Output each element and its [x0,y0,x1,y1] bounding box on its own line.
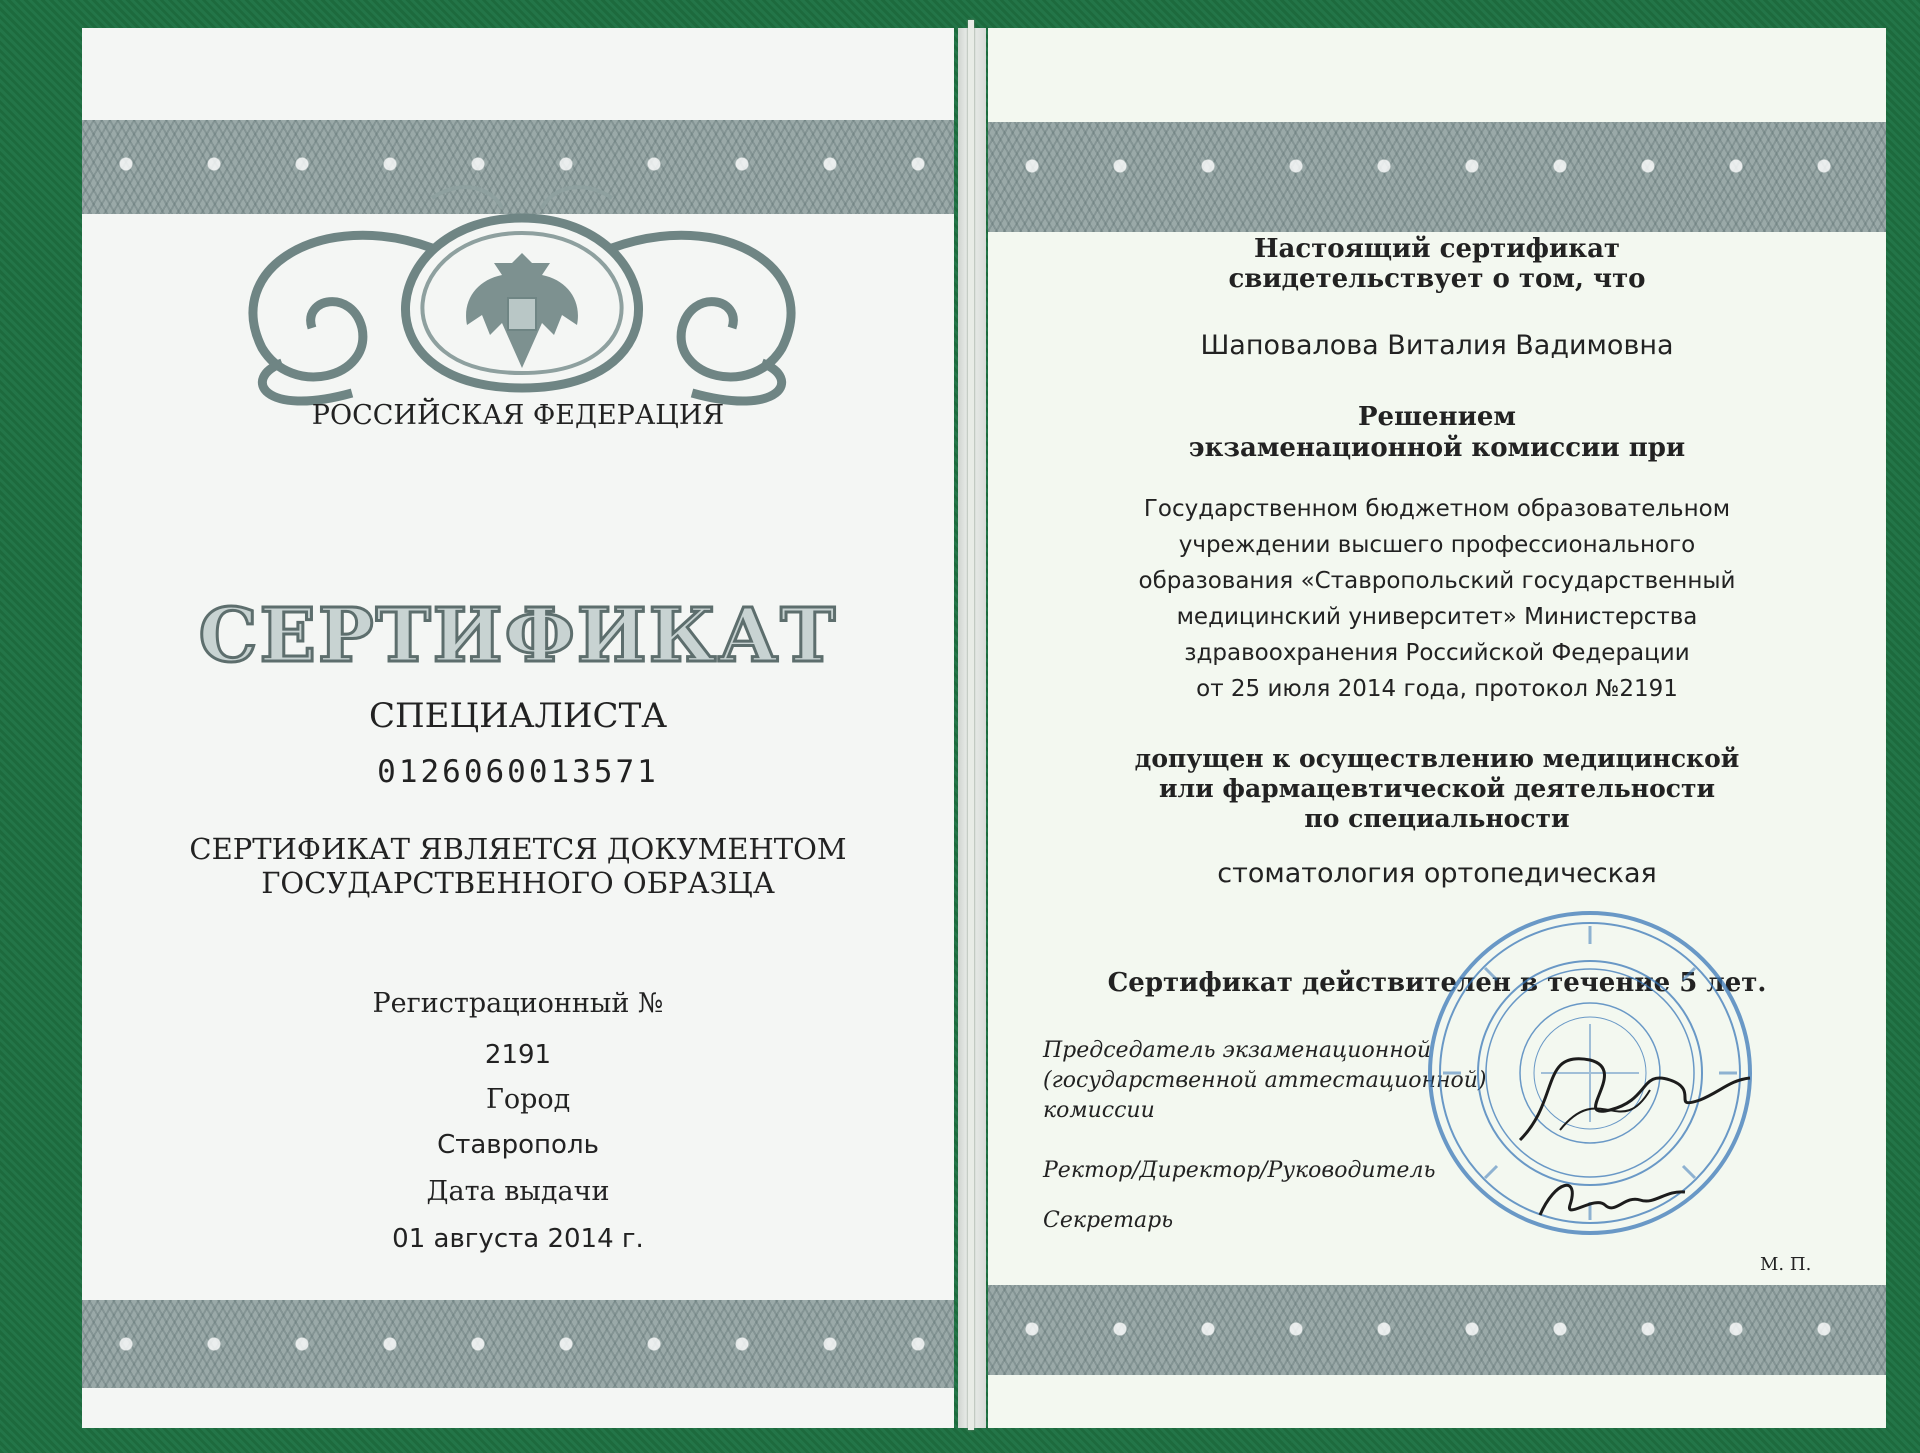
chairman-line: комиссии [1043,1098,1155,1123]
left-page [82,28,954,1428]
admission-line: или фармацевтической деятельности [1159,774,1715,803]
bottom-guilloche-band [82,1300,954,1388]
top-guilloche-band [988,122,1886,232]
specialty: стоматология ортопедическая [1217,858,1657,889]
institution-line: Государственном бюджетном образовательном [1143,496,1731,522]
decision-line2: экзаменационной комиссии при [1188,433,1686,463]
intro-line1: Настоящий сертификат [1253,234,1621,264]
admission-line: допущен к осуществлению медицинской [1134,744,1740,773]
institution-line: образования «Ставропольский государственный [1138,568,1736,594]
secretary-line: Секретарь [1043,1208,1174,1233]
institution-line: от 25 июля 2014 года, протокол №2191 [1196,676,1678,702]
institution-line: здравоохранения Российской Федерации [1184,640,1690,666]
validity-statement: Сертификат действителен в течение 5 лет. [1107,968,1767,998]
issue-date-value: 01 августа 2014 г. [392,1224,644,1254]
russian-coat-of-arms-icon [202,178,842,428]
signature-icon [1500,1040,1760,1160]
chairman-line: Председатель экзаменационной [1043,1038,1432,1063]
city-value: Ставрополь [437,1130,599,1160]
certificate-subtitle: СПЕЦИАЛИСТА [369,696,667,736]
institution-line: медицинский университет» Министерства [1176,604,1698,630]
decision-line1: Решением [1357,402,1517,432]
seal-mark: М. П. [1760,1254,1812,1275]
rector-line: Ректор/Директор/Руководитель [1043,1158,1436,1183]
signature-icon [1525,1160,1695,1230]
doc-status-line2: ГОСУДАРСТВЕННОГО ОБРАЗЦА [261,866,775,900]
certificate-title: СЕРТИФИКАТ [198,593,838,679]
institution-line: учреждении высшего профессионального [1178,532,1696,558]
issue-date-label: Дата выдачи [426,1176,610,1207]
chairman-line: (государственной аттестационной) [1043,1068,1487,1093]
registration-label: Регистрационный № [372,988,664,1019]
country-name: РОССИЙСКАЯ ФЕДЕРАЦИЯ [311,400,725,431]
intro-line2: свидетельствует о том, что [1228,264,1646,294]
holder-name: Шаповалова Виталия Вадимовна [1200,330,1674,361]
doc-status-line1: СЕРТИФИКАТ ЯВЛЯЕТСЯ ДОКУМЕНТОМ [189,832,847,866]
registration-number: 2191 [484,1040,552,1070]
binding-cord [968,20,974,1430]
bottom-guilloche-band [988,1285,1886,1375]
serial-number: 0126060013571 [377,754,659,790]
admission-line: по специальности [1304,804,1570,833]
city-label: Город [486,1084,571,1115]
